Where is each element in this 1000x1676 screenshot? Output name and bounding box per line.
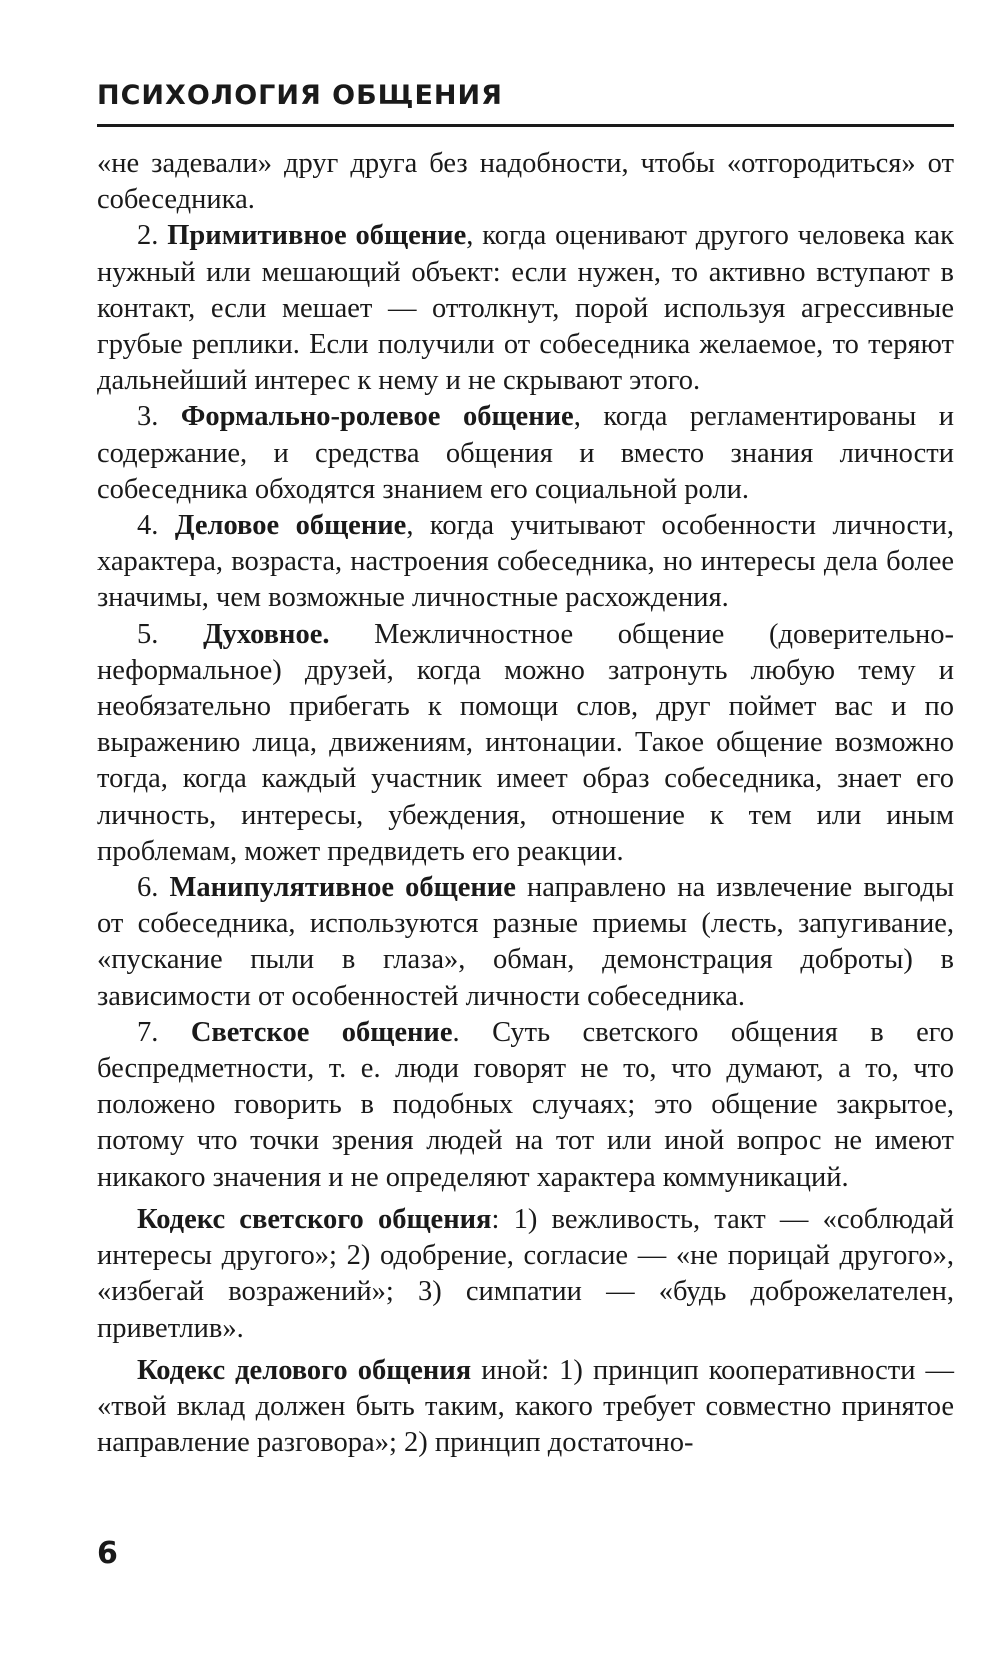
list-number: 7.: [137, 1016, 191, 1048]
term-manipulative: Манипулятивное общение: [169, 872, 516, 904]
paragraph-business-code: [97, 1353, 954, 1462]
paragraph-text: Межличностное общение (доверительно-неформальное) друзей, когда можно затронуть любую тему и необязательно прибегать к помощи слов, друг поймет вас и по выражению лица, движениям, интонации. Такое общение возможно тогда, когда каждый участник имеет образ собеседника, знает его личность, интересы, убеждения, отношение к тем или иным проблемам, может предвидеть его реакции.: [97, 618, 954, 867]
list-number: 4.: [137, 510, 175, 542]
list-number: 2.: [137, 220, 168, 252]
paragraph-primitive: [97, 218, 954, 399]
body-text: [97, 146, 954, 1461]
paragraph-text: . Суть светского общения в его беспредметности, т. е. люди говорят не то, что думают, а то, что положено говорить в подобных случаях; это общение закрытое, потому что точки зрения людей на тот или иной вопрос не имеют никакого значения и не определяют характера коммуникаций.: [97, 1016, 955, 1193]
paragraph-spiritual: [97, 617, 954, 870]
list-number: 6.: [137, 872, 170, 904]
term-secular: Светское общение: [190, 1016, 453, 1048]
list-number: 3.: [137, 401, 181, 433]
list-number: 5.: [137, 618, 204, 650]
paragraph-manipulative: [97, 870, 954, 1015]
paragraph-formal-role: [97, 399, 954, 508]
paragraph-text: , когда регламентированы и содержание, и средства общения и вместо знания личности собеседника обходятся знанием его социальной роли.: [97, 401, 954, 505]
paragraph-secular-code: [97, 1202, 954, 1347]
paragraph-secular: [97, 1015, 954, 1196]
paragraph-text: иной: 1) принцип кооперативности — «твой вклад должен быть таким, какого требует совместно принятое направление разговора»; 2) принцип достаточно-: [97, 1354, 954, 1459]
term-business-code: Кодекс делового общения: [137, 1354, 472, 1386]
paragraph-text: , когда оценивают другого человека как нужный или мешающий объект: если нужен, то активно вступают в контакт, если мешает — оттолкнут, порой используя агрессивные грубые реплики. Если получили от собеседника желаемое, то теряют дальнейший интерес к нему и не скрывают этого.: [97, 220, 955, 397]
paragraph-text: , когда учитывают особенности личности, характера, возраста, настроения собеседника, но интересы дела более значимы, чем возможные личностные расхождения.: [97, 510, 954, 614]
paragraph-continuation: «не задевали» друг друга без надобности, чтобы «отгородиться» от собеседника.: [97, 148, 954, 216]
term-primitive: Примитивное общение: [167, 220, 467, 252]
paragraph-text: : 1) вежливость, такт — «соблюдай интересы другого»; 2) одобрение, согласие — «не порицай другого», «избегай возражений»; 3) симпатии — «будь доброжелателен, приветлив».: [97, 1203, 955, 1344]
term-business: Деловое общение: [174, 510, 407, 542]
paragraph-business: [97, 508, 954, 617]
term-secular-code: Кодекс светского общения: [137, 1203, 492, 1235]
page-number: 6: [97, 1536, 118, 1571]
term-formal-role: Формально-ролевое общение: [180, 401, 574, 433]
term-spiritual: Духовное.: [203, 618, 330, 650]
running-title: ПСИХОЛОГИЯ ОБЩЕНИЯ: [97, 80, 503, 111]
header-rule: [97, 124, 954, 127]
paragraph-text: направлено на извлечение выгоды от собеседника, используются разные приемы (лесть, запугивание, «пускание пыли в глаза», обман, демонстрация доброты) в зависимости от особенностей личности собеседника.: [97, 872, 954, 1012]
page-header: [97, 76, 954, 127]
